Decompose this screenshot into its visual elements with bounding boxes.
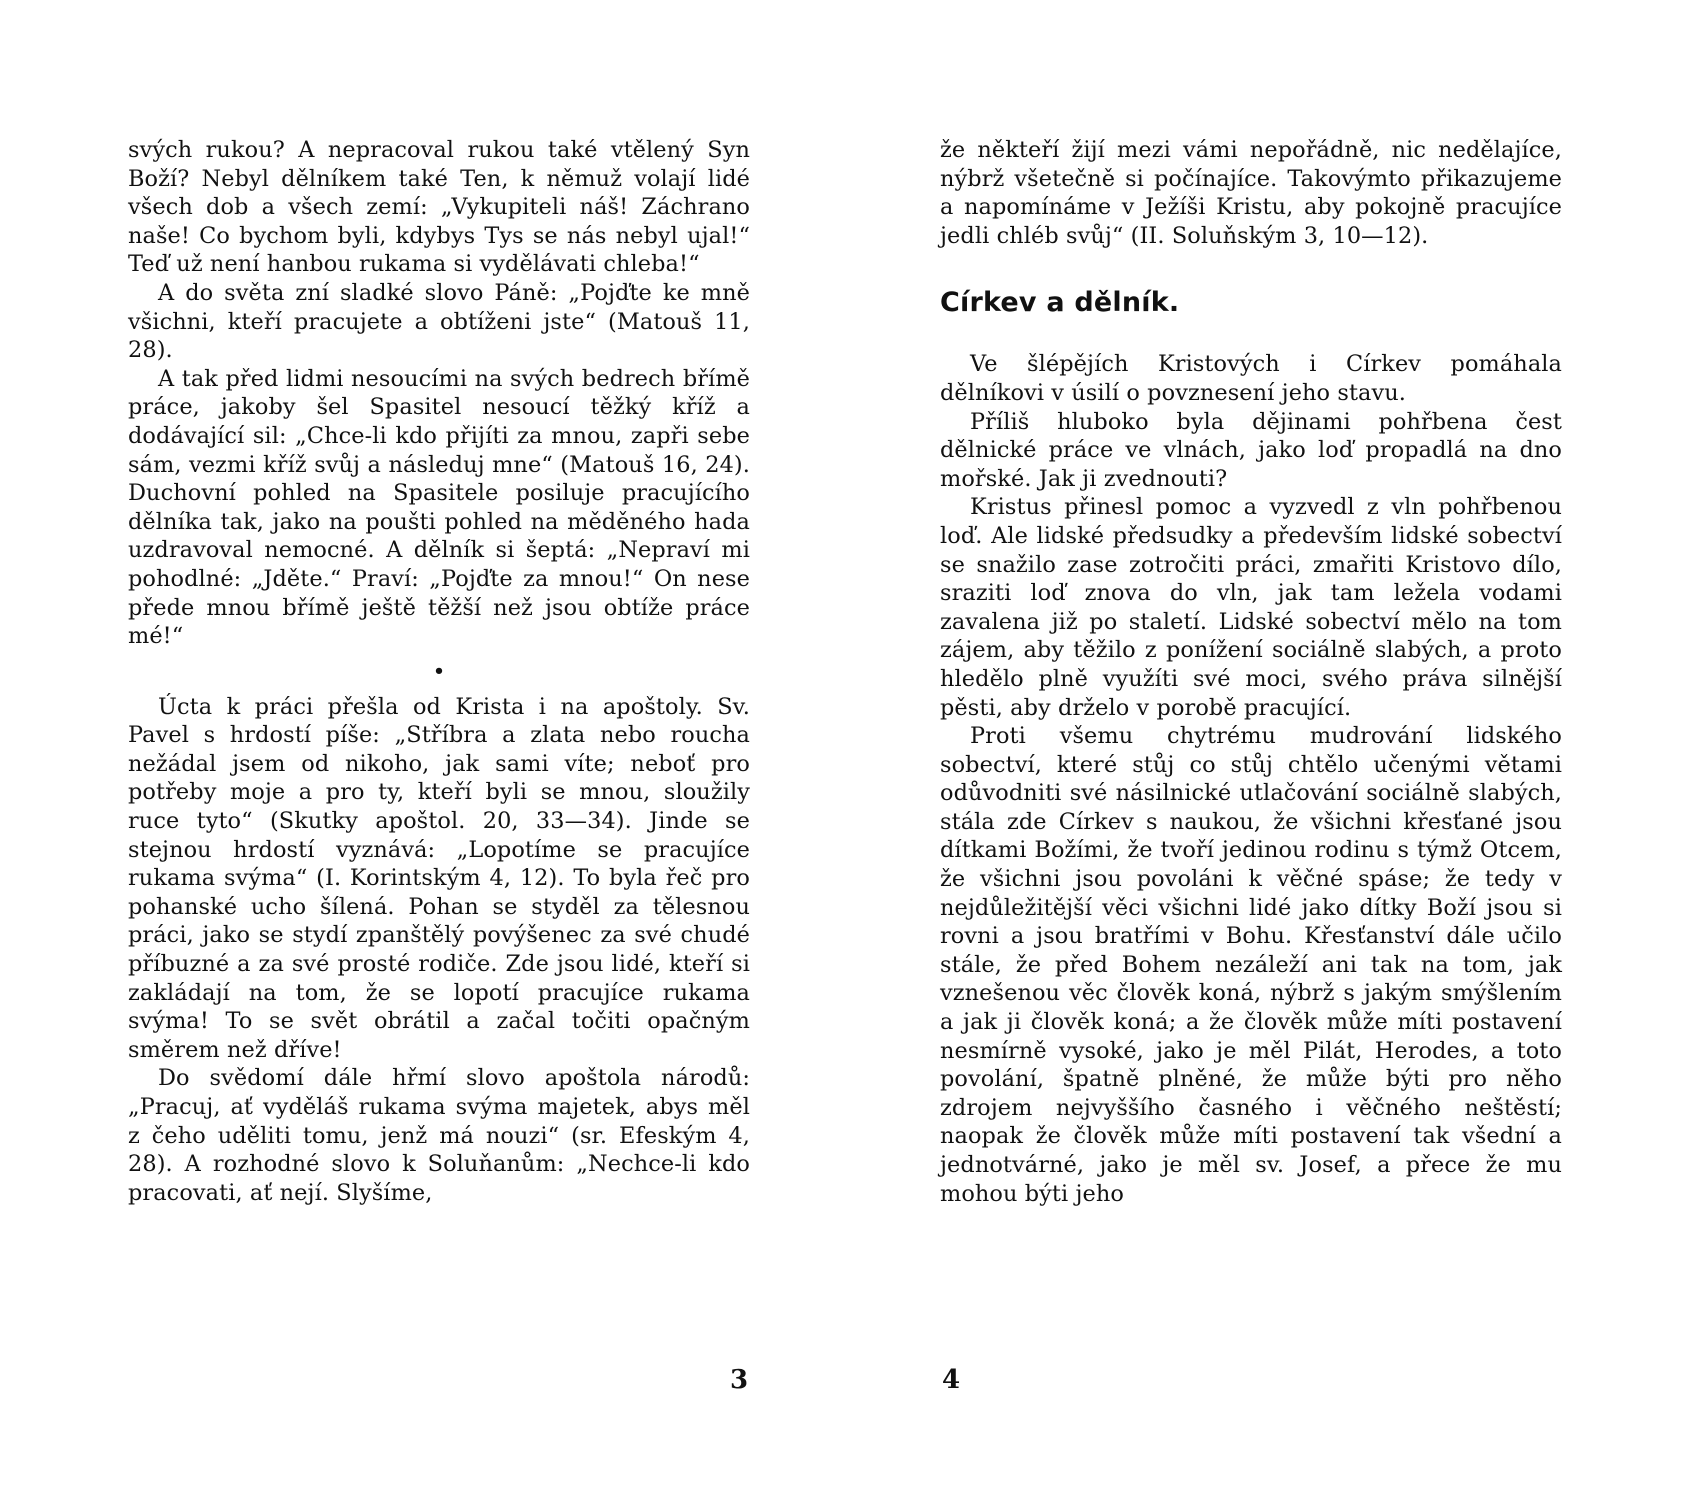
paragraph: Proti všemu chytrému mudrování lidského sobectví, které stůj co stůj chtělo učenými větami odůvodniti své násilnické utlačování sociálně slabých, stála zde Církev s naukou, že všichni křesťané jsou dítkami Božími, že tvoří jedinou rodinu s týmž Otcem, že všichni jsou povoláni k věčné spáse; že tedy v nejdůležitější věci všichni lidé jako dítky Boží jsou si rovni a jsou bratřími v Bohu. Křesťanství dále učilo stále, že před Bohem nezáleží ani tak na tom, jak vznešenou věc člověk koná, nýbrž s jakým smýšlením a jak ji člověk koná; a že člověk může míti postavení nesmírně vysoké, jako je měl Pilát, Herodes, a toto povolání, špatně plněné, že může býti pro něho zdrojem nejvyššího časného i věčného neštěstí; naopak že člověk může míti postavení tak všední a jednotvárné, jako je měl sv. Josef, a přece že mu mohou býti jeho [940,723,1562,1207]
right-page [842,0,1684,1500]
paragraph: Ve šlépějích Kristových i Církev pomáhala dělníkovi v úsilí o povznesení jeho stavu. [940,351,1562,406]
paragraph: Kristus přinesl pomoc a vyzvedl z vln pohřbenou loď. Ale lidské předsudky a především lidské sobectví se snažilo zase zotročiti práci, zmařiti Kristovo dílo, sraziti loď znova do vln, jak tam ležela vodami zavalena již po staletí. Lidské sobectví mělo na tom zájem, aby těžilo z ponížení sociálně slabých, a proto hledělo plně využíti své moci, svého práva silnější pěsti, aby drželo v porobě pracující. [940,494,1562,721]
paragraph: A tak před lidmi nesoucími na svých bedrech břímě práce, jakoby šel Spasitel nesoucí těžký kříž a dodávající sil: „Chce-li kdo přijíti za mnou, zapři sebe sám, vezmi kříž svůj a následuj mne“ (Matouš 16, 24). Duchovní pohled na Spasitele posiluje pracujícího dělníka tak, jako na poušti pohled na měděného hada uzdravoval nemocné. A dělník si šeptá: „Nepraví mi pohodlné: „Jděte.“ Praví: „Pojďte za mnou!“ On nese přede mnou břímě ještě těžší než jsou obtíže práce mé!“ [128,365,750,650]
paragraph: Úcta k práci přešla od Krista i na apoštoly. Sv. Pavel s hrdostí píše: „Stříbra a zlata nebo roucha nežádal jsem od nikoho, jak sami víte; neboť pro potřeby moje a pro ty, kteří byli se mnou, sloužily ruce tyto“ (Skutky apoštol. 20, 33—34). Jinde se stejnou hrdostí vyznává: „Lopotíme se pracujíce rukama svýma“ (I. Korintským 4, 12). To byla řeč pro pohanské ucho šílená. Pohan se styděl za tělesnou práci, jako se stydí zpanštělý povýšenec za své chudé příbuzné a za své prosté rodiče. Zde jsou lidé, kteří si zakládají na tom, že se lopotí pracujíce rukama svýma! To se svět obrátil a začal točiti opačným směrem než dříve! [128,693,750,1063]
paragraph: že někteří žijí mezi vámi nepořádně, nic nedělajíce, nýbrž všetečně si počínajíce. Takovýmto přikazujeme a napomínáme v Ježíši Kristu, aby pokojně pracujíce jedli chléb svůj“ (II. Soluňským 3, 10—12). [940,137,1562,249]
page-number: 4 [942,1365,961,1395]
paragraph: svých rukou? A nepracoval rukou také vtělený Syn Boží? Nebyl dělníkem také Ten, k němuž volají lidé všech dob a všech zemí: „Vykupiteli náš! Záchrano naše! Co bychom byli, kdybys Tys se nás nebyl ujal!“ Teď už není hanbou rukama si vydělávati chleba!“ [128,137,750,278]
paragraph: Do svědomí dále hřmí slovo apoštola národů: „Pracuj, ať vyděláš rukama svýma majetek, abys měl z čeho uděliti tomu, jenž má nouzi“ (sr. Efeským 4, 28). A rozhodné slovo k Soluňanům: „Nechce-li kdo pracovati, ať nejí. Slyšíme, [128,1065,750,1206]
paragraph: A do světa zní sladké slovo Páně: „Pojďte ke mně všichni, kteří pracujete a obtíženi jste“ (Matouš 11, 28). [128,279,750,364]
right-text-column [940,136,1562,1208]
paragraph: Příliš hluboko byla dějinami pohřbena čest dělnické práce ve vlnách, jako loď propadlá na dno mořské. Jak ji zvednouti? [940,408,1562,492]
section-heading: Církev a dělník. [940,287,1180,319]
section-separator: • [433,660,445,682]
page-number: 3 [730,1365,749,1395]
left-text-column [128,136,750,1207]
